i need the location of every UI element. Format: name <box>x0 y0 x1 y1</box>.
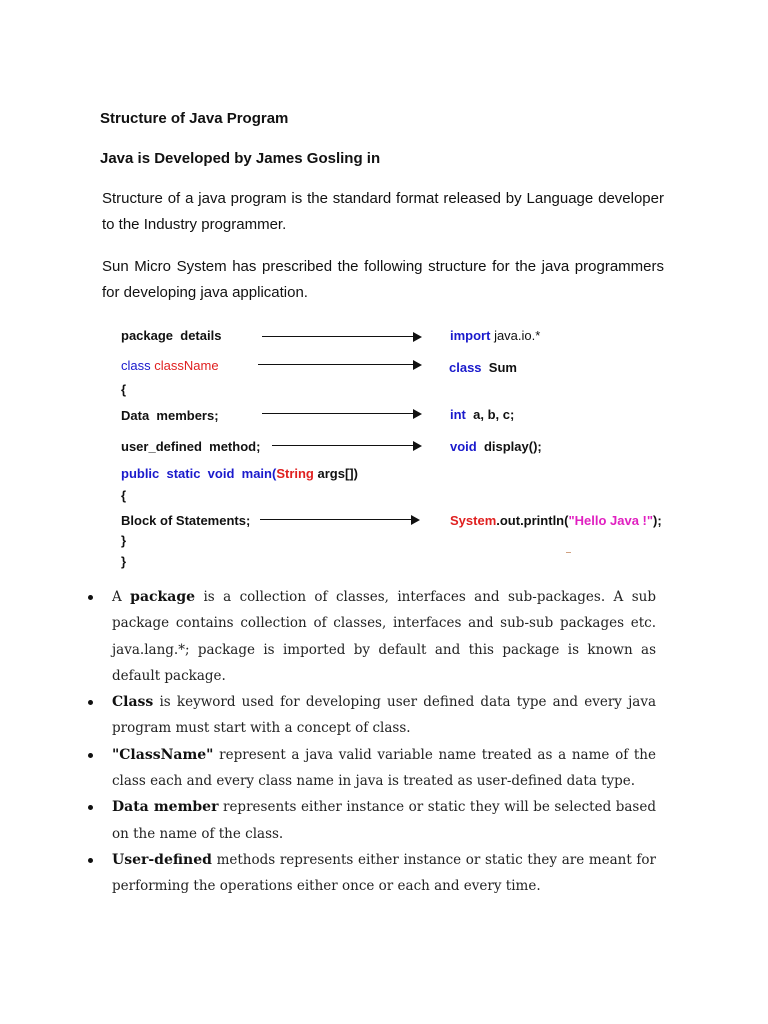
label-package-details: package details <box>121 328 222 343</box>
example-println <box>450 513 662 528</box>
bullet-dot <box>88 858 93 863</box>
page-title: Structure of Java Program <box>100 110 289 127</box>
label-main-method <box>121 466 358 481</box>
bullet-text: represents either instance or static they will be selected based on the name of the class. <box>112 799 656 842</box>
intro-paragraph: Structure of a java program is the standard format released by Language developer to the Industry programmer. <box>102 190 664 233</box>
class-keyword: class <box>121 358 151 373</box>
classname-token: className <box>154 358 219 373</box>
class-name-sum: Sum <box>481 360 517 375</box>
system-token: System <box>450 513 497 528</box>
structure-paragraph: Sun Micro System has prescribed the following structure for the java programmers for developing java application. <box>102 258 664 301</box>
close-brace-class: } <box>121 554 127 569</box>
example-class <box>449 360 517 375</box>
list-item-data-member <box>88 794 656 847</box>
import-package: java.io.* <box>490 328 541 343</box>
bullet-dot <box>88 753 93 758</box>
void-keyword: void <box>450 439 477 454</box>
bullet-dot <box>88 805 93 810</box>
arrow-user-method <box>272 441 422 451</box>
arrow-class <box>258 360 422 370</box>
println-token: .out.println( <box>496 513 569 528</box>
example-import <box>450 328 540 343</box>
bullet-keyword: Data member <box>112 799 219 816</box>
arrow-block-statements <box>260 515 420 525</box>
arrow-package <box>262 332 422 342</box>
stray-mark <box>566 552 571 553</box>
close-brace-main: } <box>121 533 127 548</box>
bullet-text: methods represents either instance or static they are meant for performing the operations either once or each and every time. <box>112 851 656 895</box>
arrow-data-members <box>262 409 422 419</box>
list-item-user-defined <box>88 847 656 900</box>
definitions-list <box>88 584 656 900</box>
page-subtitle: Java is Developed by James Gosling in <box>100 150 381 167</box>
label-class-classname <box>121 358 219 373</box>
java-structure-diagram <box>0 320 768 570</box>
label-data-members: Data members; <box>121 408 219 423</box>
label-user-defined-method: user_defined method; <box>121 439 261 454</box>
int-keyword: int <box>450 407 466 422</box>
bullet-text: is keyword used for developing user defined data type and every java program must start with a concept of class. <box>112 694 656 737</box>
string-type: String <box>276 466 314 481</box>
open-brace: { <box>121 382 127 397</box>
display-method: display(); <box>476 439 542 454</box>
bullet-keyword: package <box>130 589 196 605</box>
label-block-statements: Block of Statements; <box>121 513 251 528</box>
bullet-prefix: A <box>112 589 131 605</box>
bullet-keyword: User-defined <box>112 851 212 868</box>
println-close: ); <box>653 513 662 528</box>
main-signature: public static void main( <box>121 466 277 481</box>
import-keyword: import <box>450 328 491 343</box>
example-int <box>450 407 514 422</box>
example-void <box>450 439 542 454</box>
main-args: args[]) <box>313 466 358 481</box>
int-vars: a, b, c; <box>465 407 515 422</box>
bullet-text: is a collection of classes, interfaces and sub-packages. A sub package contains collection of classes, interfaces and sub-sub packages etc. java.lang.*; package is imported by default and this package is known as default package. <box>112 589 656 684</box>
bullet-text: represent a java valid variable name treated as a name of the class each and every class name in java is treated as user-defined data type. <box>112 746 656 790</box>
list-item-classname <box>88 742 656 795</box>
open-brace-main: { <box>121 488 127 503</box>
bullet-keyword: Class <box>112 694 154 711</box>
bullet-dot <box>88 595 93 600</box>
list-item-class <box>88 689 656 742</box>
list-item-package <box>88 584 656 689</box>
bullet-dot <box>88 700 93 705</box>
class-keyword-example: class <box>449 360 482 375</box>
hello-string: "Hello Java !" <box>568 513 654 528</box>
bullet-keyword: "ClassName" <box>112 746 214 763</box>
